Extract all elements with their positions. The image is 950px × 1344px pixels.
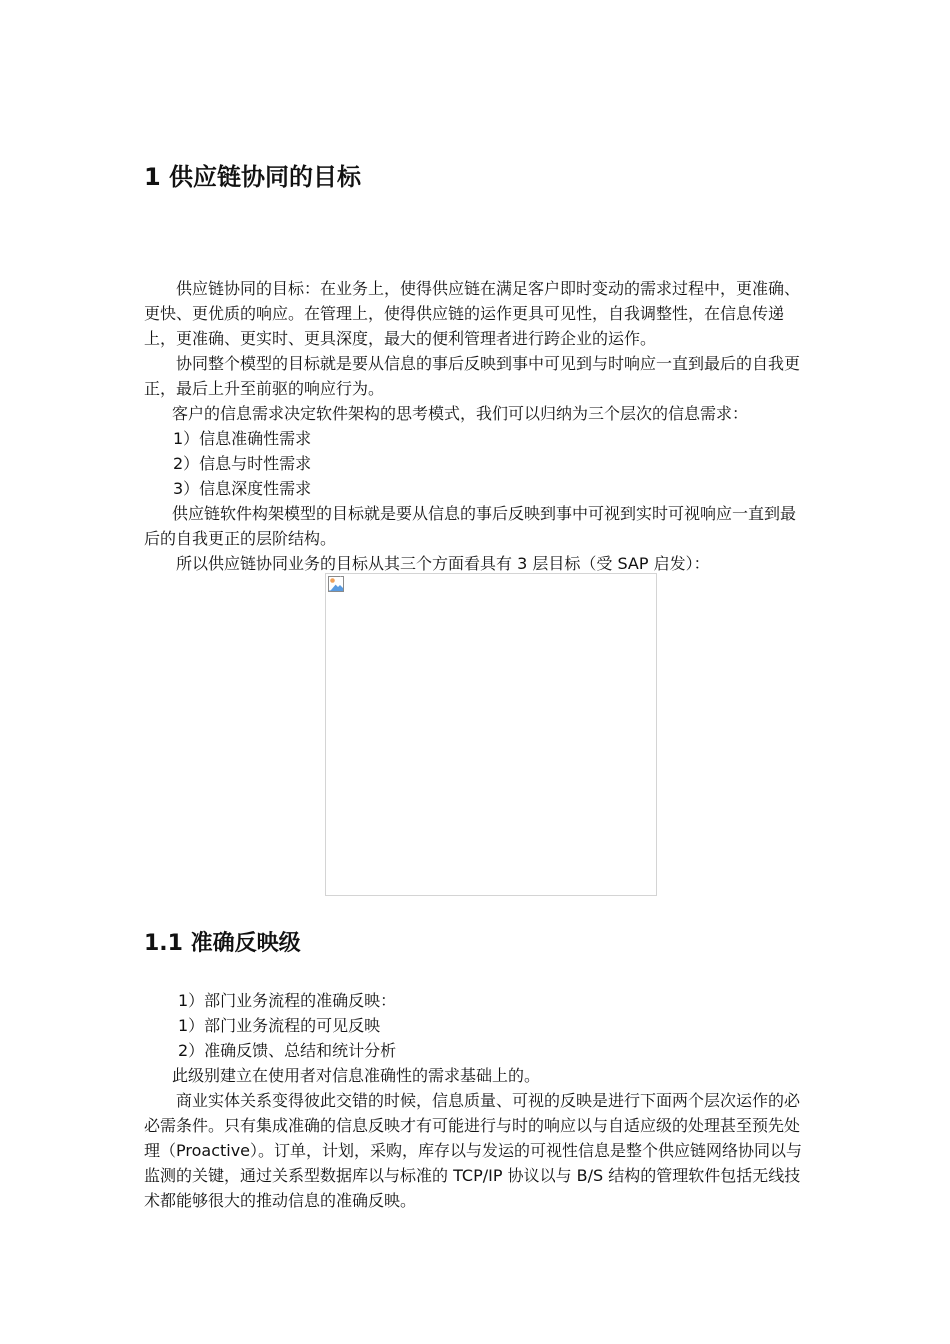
list-item: 2）准确反馈、总结和统计分析 bbox=[178, 1041, 397, 1060]
section-1-body bbox=[144, 276, 810, 576]
paragraph-architecture-goal: 供应链软件构架模型的目标就是要从信息的事后反映到事中可视到实时可视响应一直到最后的自我更正的层阶结构。 bbox=[144, 504, 797, 548]
heading-1-1: 1.1 准确反映级 bbox=[144, 931, 301, 956]
list-item: 2）信息与时性需求 bbox=[173, 454, 312, 473]
figure-placeholder bbox=[325, 573, 657, 896]
paragraph-figure-intro: 所以供应链协同业务的目标从其三个方面看具有 3 层目标（受 SAP 启发）： bbox=[176, 554, 710, 573]
list-item: 1）部门业务流程的可见反映 bbox=[178, 1016, 381, 1035]
heading-1: 1 供应链协同的目标 bbox=[144, 163, 362, 191]
broken-image-icon bbox=[328, 576, 344, 592]
paragraph-model-goal: 协同整个模型的目标就是要从信息的事后反映到事中可见到与时响应一直到最后的自我更正，最后上升至前驱的响应行为。 bbox=[144, 354, 801, 398]
section-1-1-body bbox=[144, 988, 810, 1213]
paragraph-info-needs: 客户的信息需求决定软件架构的思考模式，我们可以归纳为三个层次的信息需求： bbox=[172, 404, 749, 423]
list-item: 1）部门业务流程的准确反映： bbox=[178, 991, 397, 1010]
paragraph-goal: 供应链协同的目标：在业务上，使得供应链在满足客户即时变动的需求过程中，更准确、更快、更优质的响应。在管理上，使得供应链的运作更具可见性，自我调整性，在信息传递上，更准确、更实时、更具深度，最大的便利管理者进行跨企业的运作。 bbox=[144, 279, 801, 348]
list-item: 3）信息深度性需求 bbox=[173, 479, 312, 498]
paragraph-level-basis: 此级别建立在使用者对信息准确性的需求基础上的。 bbox=[172, 1066, 541, 1085]
paragraph-business-relations: 商业实体关系变得彼此交错的时候，信息质量、可视的反映是进行下面两个层次运作的必必需条件。只有集成准确的信息反映才有可能进行与时的响应以与自适应级的处理甚至预先处理（Proactive）。订单，计划，采购，库存以与发运的可视性信息是整个供应链网络协同以与监测的关键，通过关系型数据库以与标准的 TCP/IP 协议以与 B/S 结构的管理软件包括无线技术都能够很大的推动信息的准确反映。 bbox=[144, 1091, 803, 1210]
list-item: 1）信息准确性需求 bbox=[173, 429, 312, 448]
